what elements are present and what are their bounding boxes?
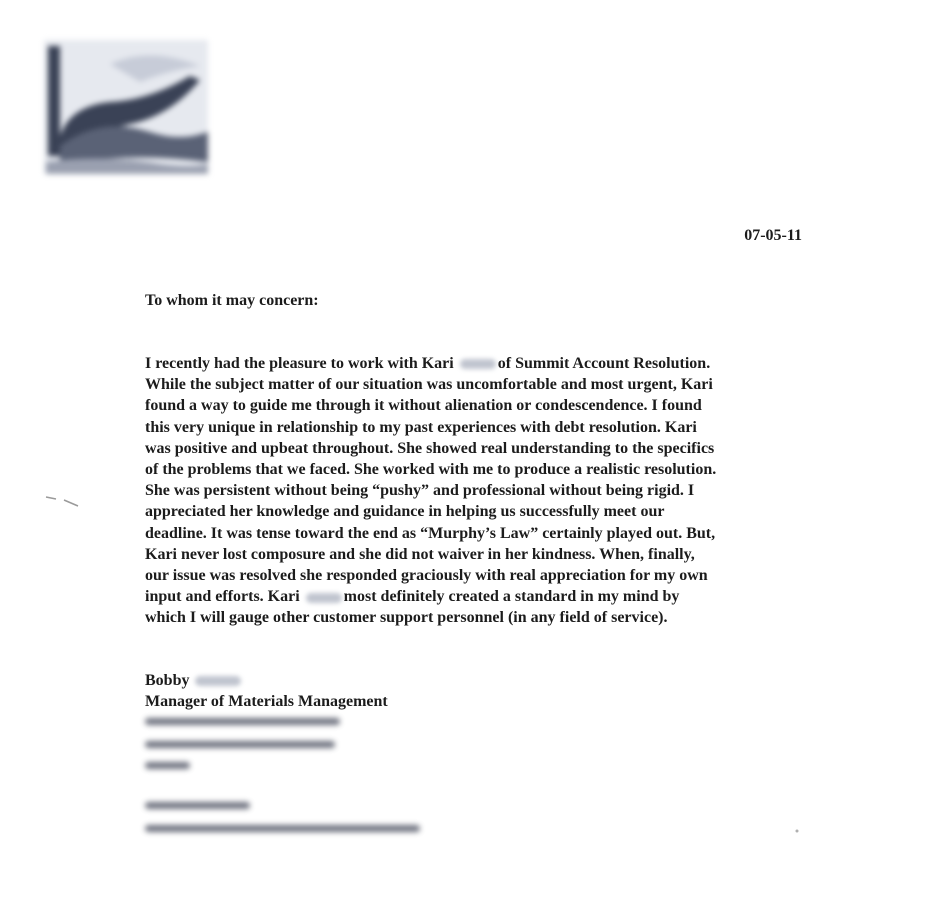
salutation: To whom it may concern:: [145, 292, 319, 309]
body-line: [145, 586, 815, 607]
body-line: [145, 544, 815, 565]
body-text-segment: She was persistent without being “pushy” and professional without being rigid. I: [145, 482, 695, 500]
body-text-segment: input and efforts. Kari: [145, 588, 304, 606]
body-text-segment: which I will gauge other customer support personnel (in any field of service).: [145, 609, 668, 627]
body-text-segment: Kari never lost composure and she did not waiver in her kindness. When, finally,: [145, 545, 695, 563]
redacted-address-line: [145, 762, 190, 769]
body-line: [145, 374, 815, 395]
body-text-segment: found a way to guide me through it without alienation or condescendence. I found: [145, 397, 702, 415]
body-text-segment: I recently had the pleasure to work with Kari: [145, 355, 458, 372]
redacted-surname: [460, 359, 496, 369]
body-text-segment: most definitely created a standard in my mind by: [343, 588, 680, 606]
signature-name-line: [145, 670, 388, 691]
redacted-contact-line: [145, 802, 250, 809]
body-line: [145, 607, 815, 628]
redacted-address-line: [145, 718, 340, 725]
letter-date: 07-05-11: [744, 227, 802, 244]
redacted-address-line: [145, 741, 335, 748]
signature-block: [145, 670, 388, 712]
body-line: [145, 480, 815, 501]
body-text-segment: deadline. It was tense toward the end as “Murphy’s Law” certainly played out. But,: [145, 524, 716, 542]
body-line: [145, 417, 815, 438]
body-line: [145, 523, 815, 544]
company-wave-logo: [40, 36, 212, 178]
body-text-segment: of the problems that we faced. She worked with me to produce a realistic resolution.: [145, 461, 717, 479]
letter-body: [145, 353, 815, 629]
body-line: [145, 395, 815, 416]
body-text-segment: our issue was resolved she responded graciously with real appreciation for my own: [145, 567, 708, 585]
body-line: [145, 459, 815, 480]
body-text-segment: appreciated her knowledge and guidance in helping us successfully meet our: [145, 503, 665, 521]
redacted-contact-line: [145, 825, 420, 832]
body-line: [145, 565, 815, 586]
body-line: [145, 438, 815, 459]
body-text-segment: was positive and upbeat throughout. She showed real understanding to the specifics: [145, 439, 715, 457]
redacted-surname: [306, 593, 342, 603]
body-text-segment: this very unique in relationship to my past experiences with debt resolution. Kari: [145, 418, 697, 436]
body-line: [145, 501, 815, 522]
signature-title: Manager of Materials Management: [145, 693, 388, 710]
signature-name: Bobby: [145, 672, 190, 689]
body-line: [145, 353, 815, 374]
body-text-segment: While the subject matter of our situation was uncomfortable and most urgent, Kari: [145, 376, 713, 394]
body-text-segment: of Summit Account Resolution.: [497, 355, 711, 372]
redacted-surname: [195, 676, 241, 686]
